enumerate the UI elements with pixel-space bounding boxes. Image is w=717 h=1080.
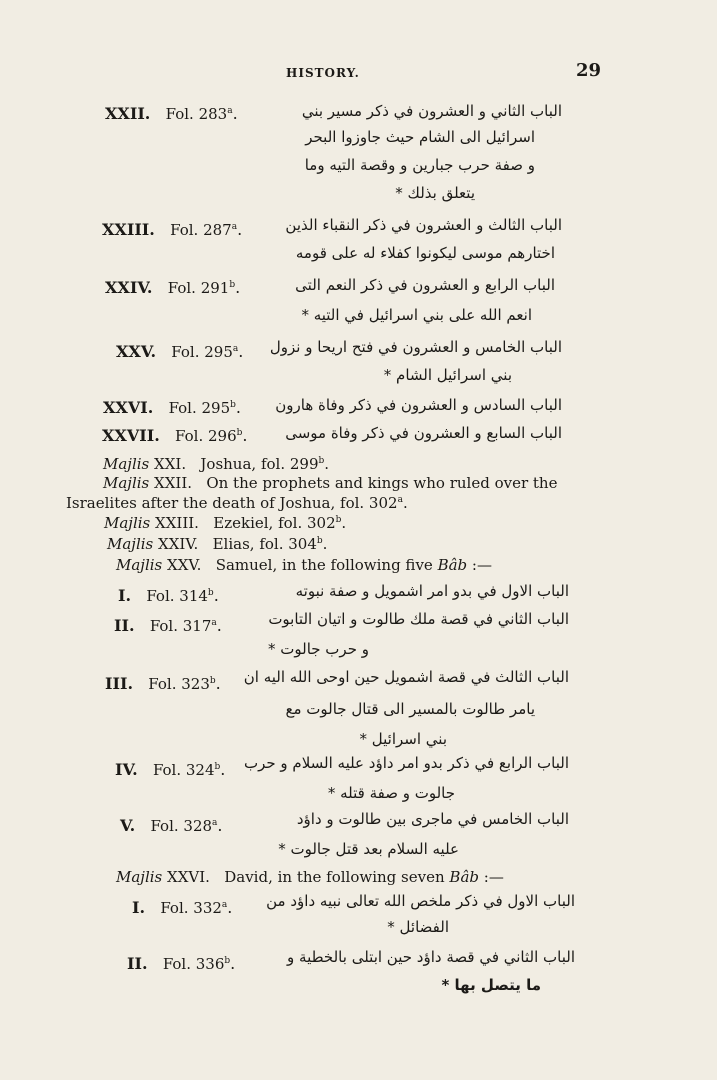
bab-ref: II. Fol. 317$^a$. [114,616,222,635]
arabic-line: الفضائل * [387,918,449,936]
arabic-line: الباب السادس و العشرون في ذكر وفاة هارون [275,396,562,414]
chapter-ref: XXII. Fol. 283$^a$. [105,104,238,123]
majlis-entry: Majlis XXIII. Ezekiel, fol. 302$^b$. [104,514,347,532]
arabic-line: الباب الاول في بدو امر اشمويل و صفة نبوته [295,582,569,600]
arabic-line: عليه السلام بعد قتل جالوت * [278,840,459,858]
arabic-line: الباب الرابع و العشرون في ذكر النعم التى [295,276,555,294]
arabic-line: الباب الاول في ذكر ملخص الله تعالى نبيه داؤد من [266,892,575,910]
arabic-line: و صفة حرب جبارين و وقصة التيه وما [304,156,535,174]
arabic-line: الباب الخامس في ماجرى بين طالوت و داؤد [296,810,569,828]
arabic-line: الباب الخامس و العشرون في فتح اريحا و نزول [269,338,562,356]
majlis-entry: Majlis XXII. On the prophets and kings who ruled over the [103,474,558,492]
arabic-line: بني اسرائيل * [359,730,447,748]
arabic-line: الباب الرابع في ذكر بدو امر داؤد عليه السلام و حرب [243,754,569,772]
arabic-line: اسرائيل الى الشام حيث جاوزوا البحر [305,128,535,146]
page-number: 29 [576,60,602,81]
bab-ref: II. Fol. 336$^b$. [127,954,236,973]
bab-ref: IV. Fol. 324$^b$. [115,760,226,779]
arabic-line: انعم الله على بني اسرائيل في التيه * [301,306,532,324]
arabic-line: بني اسرائيل الشام * [383,366,512,384]
majlis-entry: Majlis XXI. Joshua, fol. 299$^b$. [103,455,330,473]
running-header: HISTORY. [286,66,360,80]
chapter-ref: XXVI. Fol. 295$^b$. [103,398,242,417]
arabic-line: يامر طالوت بالمسير الى قتال جالوت مع [285,700,535,718]
arabic-line: الباب الثالث و العشرون في ذكر النقباء الذين [285,216,562,234]
majlis-entry: Majlis XXV. Samuel, in the following five Bâb :— [116,556,492,574]
chapter-ref: XXVII. Fol. 296$^b$. [102,426,248,445]
chapter-ref: XXIII. Fol. 287$^a$. [102,220,243,239]
arabic-line: الباب الثاني في قصة ملك طالوت و اتيان التابوت [268,610,569,628]
majlis-entry: Majlis XXVI. David, in the following seven Bâb :— [116,868,504,886]
majlis-entry: Majlis XXIV. Elias, fol. 304$^b$. [107,535,328,553]
arabic-line: الباب السابع و العشرون في ذكر وفاة موسى [285,424,562,442]
bab-ref: III. Fol. 323$^b$. [105,674,221,693]
arabic-line: الباب الثالث في قصة اشمويل حين اوحى الله اليه ان [243,668,569,686]
arabic-line: يتعلق بذلك * [395,184,475,202]
arabic-line: ما يتصل بها * [441,976,541,994]
arabic-line: الباب الثاني في قصة داؤد حين ابتلى بالخطية و [287,948,575,966]
bab-ref: I. Fol. 314$^b$. [118,586,219,605]
arabic-line: جالوت و صفة قتله * [327,784,455,802]
bab-ref: V. Fol. 328$^a$. [120,816,223,835]
arabic-line: و حرب جالوت * [267,640,369,658]
chapter-ref: XXIV. Fol. 291$^b$. [105,278,241,297]
arabic-line: الباب الثاني و العشرون في ذكر مسير بني [301,102,562,120]
bab-ref: I. Fol. 332$^a$. [132,898,233,917]
majlis-entry-continuation: Israelites after the death of Joshua, fol. 302$^a$. [66,494,408,512]
arabic-line: اختارهم موسى ليكونوا كفلاء له على قومه [295,244,555,262]
chapter-ref: XXV. Fol. 295$^a$. [116,342,244,361]
